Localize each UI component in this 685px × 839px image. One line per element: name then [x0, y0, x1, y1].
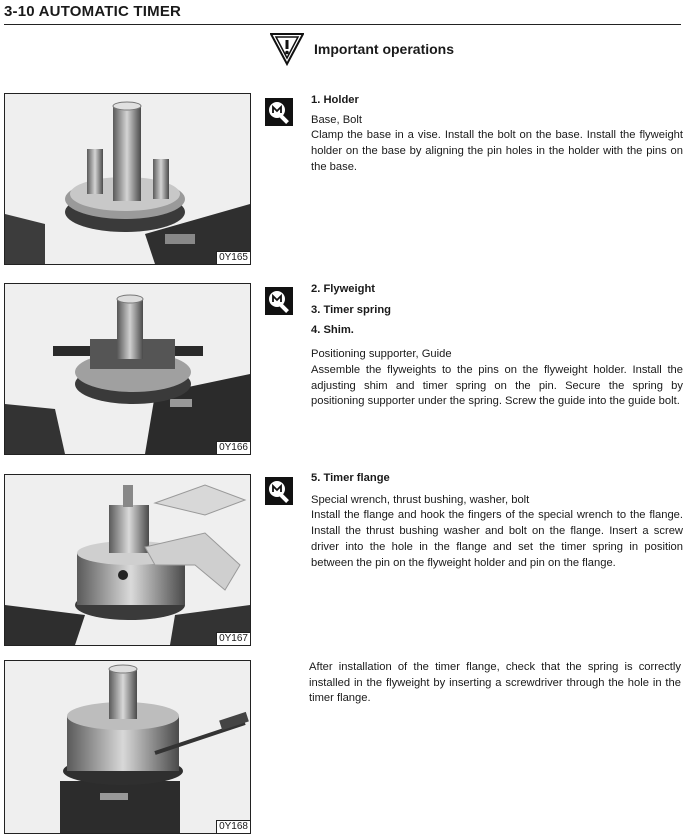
section-holder	[311, 93, 683, 176]
step-heading: 3. Timer spring	[311, 303, 391, 316]
figure-check-spring-photo	[4, 660, 251, 834]
step-heading: 4. Shim.	[311, 324, 354, 337]
check-spring-photo-image	[5, 661, 250, 833]
page-title: 3-10 AUTOMATIC TIMER	[4, 3, 182, 20]
tools-list: Special wrench, thrust bushing, washer, bolt	[311, 493, 530, 506]
flyweight-photo-image	[5, 284, 250, 454]
magnifier-tool-icon	[264, 97, 294, 127]
section-body: Clamp the base in a vise. Install the bolt on the base. Install the flyweight holder on the base by aligning the pin holes in the holder with the pins on the base.	[311, 129, 683, 173]
warning-triangle-icon	[270, 32, 304, 66]
step-heading: 5. Timer flange	[311, 472, 390, 484]
important-operations-banner	[270, 32, 510, 72]
figure-flyweight-photo	[4, 283, 251, 455]
figure-holder-photo	[4, 93, 251, 265]
tools-list: Positioning supporter, Guide	[311, 348, 452, 361]
section-check-spring	[309, 660, 681, 707]
figure-code: 0Y165	[216, 251, 250, 264]
figure-code: 0Y166	[216, 441, 250, 454]
magnifier-tool-icon	[264, 476, 294, 506]
step-heading: 1. Holder	[311, 94, 359, 106]
tools-list: Base, Bolt	[311, 113, 362, 126]
page-header	[4, 2, 681, 25]
figure-timer-flange-photo	[4, 474, 251, 646]
section-timer-flange	[311, 471, 683, 571]
section-flyweight	[311, 282, 683, 410]
section-body: Install the flange and hook the fingers of the special wrench to the flange. Install the thrust bushing washer and bolt on the flange. Insert a screw driver into the hole in the flange and set the timer spring in position between the pin on the flyweight holder and pin on the flange.	[311, 509, 683, 569]
timer-flange-photo-image	[5, 475, 250, 645]
figure-code: 0Y167	[216, 632, 250, 645]
magnifier-tool-icon	[264, 286, 294, 316]
section-body: After installation of the timer flange, check that the spring is correctly installed in the flyweight by inserting a screwdriver through the hole in the timer flange.	[309, 661, 681, 705]
figure-code: 0Y168	[216, 820, 250, 833]
step-heading: 2. Flyweight	[311, 283, 376, 295]
section-body: Assemble the flyweights to the pins on the flyweight holder. Install the adjusting shim and timer spring on the pin. Secure the spring by positioning supporter under the spring. Screw the guide into the guide bolt.	[311, 363, 683, 408]
holder-photo-image	[5, 94, 250, 264]
important-operations-label: Important operations	[314, 41, 455, 57]
